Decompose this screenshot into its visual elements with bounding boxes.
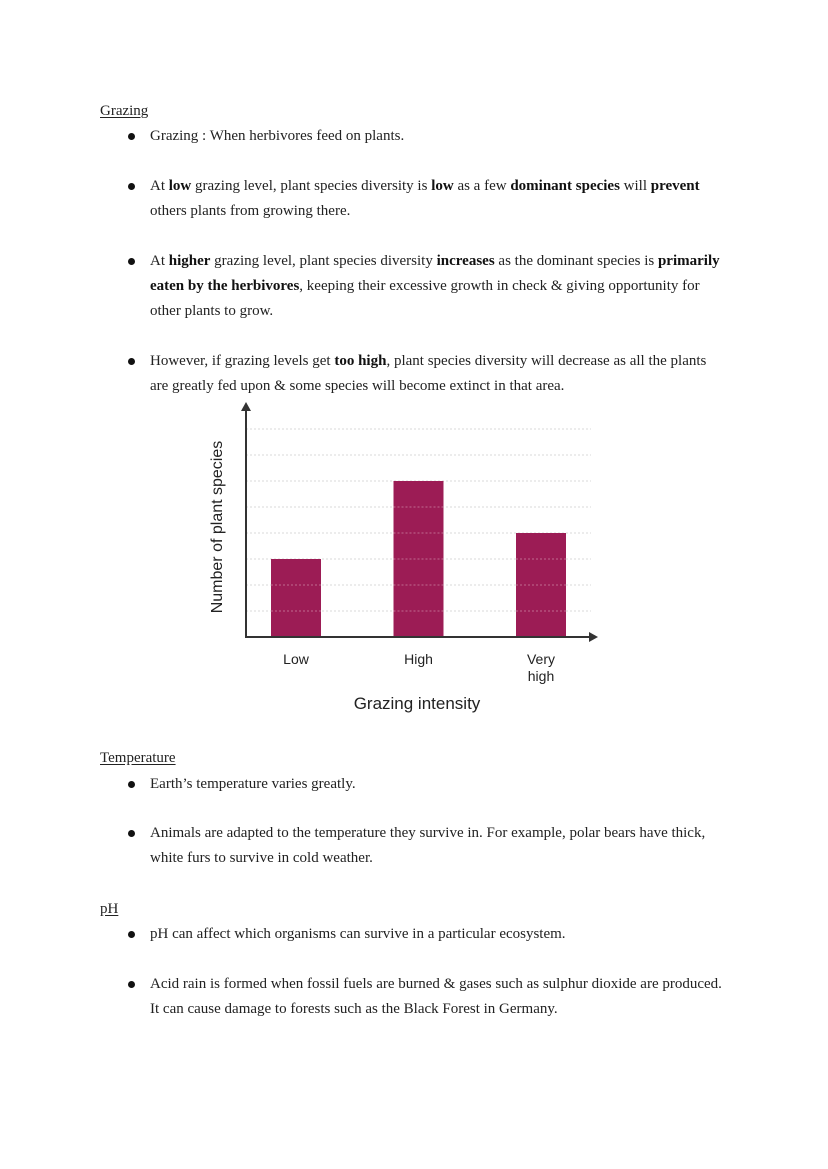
bullet-icon (128, 931, 135, 938)
y-axis-label: Number of plant species (209, 440, 226, 614)
bold-text: increases (436, 253, 495, 269)
bold-text: dominant species (510, 178, 620, 194)
bullet-text: pH can affect which organisms can survive in a particular ecosystem. (150, 926, 566, 942)
temperature-heading: Temperature (100, 750, 176, 766)
bullet-text: Acid rain is formed when fossil fuels are burned & gases such as sulphur dioxide are produced. It can cause damage to forests such as the Black Forest in Germany. (150, 976, 722, 1017)
bullet-text: , keeping their excessive growth in check & giving opportunity for other plants to grow. (150, 278, 700, 319)
bullet-text: However, if grazing levels get (150, 353, 335, 369)
bullet-text: as the dominant species is (494, 253, 658, 269)
bold-text: prevent (650, 178, 700, 194)
bold-text: low (168, 178, 192, 194)
temperature-bullet (128, 772, 728, 797)
bold-text: primarily eaten by the herbivores (150, 253, 720, 294)
temperature-bullet-list (128, 772, 728, 871)
bullet-text: will (619, 178, 651, 194)
bullet-text: At (150, 178, 169, 194)
x-axis-label: Grazing intensity (353, 694, 481, 713)
ph-bullet-list (128, 922, 728, 1022)
bullet-text: , plant species diversity will decrease as all the plants are greatly fed upon & some species will become extinct in that area. (150, 353, 707, 394)
ph-bullet (128, 972, 728, 1022)
x-tick-label: Very high (526, 651, 556, 684)
ph-heading: pH (100, 901, 119, 917)
bullet-icon (128, 781, 135, 788)
bar-low (271, 559, 321, 637)
bold-text: low (431, 178, 454, 194)
grazing-bar-chart (195, 400, 615, 725)
grazing-bullet-list (128, 124, 728, 399)
bold-text: too high (334, 353, 387, 369)
bullet-text: At (150, 253, 169, 269)
bullet-text: grazing level, plant species diversity is (191, 178, 432, 194)
bullet-icon (128, 358, 135, 365)
ph-bullet (128, 922, 728, 947)
grazing-bullet (128, 249, 728, 324)
grazing-heading: Grazing (100, 103, 149, 119)
temperature-bullet (128, 821, 728, 871)
bullet-icon (128, 258, 135, 265)
bullet-text: others plants from growing there. (150, 203, 351, 219)
x-axis-arrow-icon (589, 632, 598, 642)
y-axis-arrow-icon (241, 402, 251, 411)
bullet-text: Animals are adapted to the temperature they survive in. For example, polar bears have thick, white furs to survive in cold weather. (150, 825, 706, 866)
bullet-icon (128, 981, 135, 988)
grazing-bullet (128, 349, 728, 399)
bullet-icon (128, 830, 135, 837)
grazing-bullet (128, 124, 728, 149)
bullet-text: as a few (453, 178, 511, 194)
grazing-bullet (128, 174, 728, 224)
bullet-icon (128, 133, 135, 140)
chart-bars (271, 481, 566, 637)
x-tick-labels (283, 651, 555, 684)
bullet-icon (128, 183, 135, 190)
bullet-text: Grazing : When herbivores feed on plants. (150, 128, 405, 144)
bold-text: higher (168, 253, 211, 269)
bullet-text: grazing level, plant species diversity (210, 253, 437, 269)
x-tick-label: High (404, 651, 433, 667)
bullet-text: Earth’s temperature varies greatly. (150, 776, 356, 792)
x-tick-label: Low (283, 651, 309, 667)
